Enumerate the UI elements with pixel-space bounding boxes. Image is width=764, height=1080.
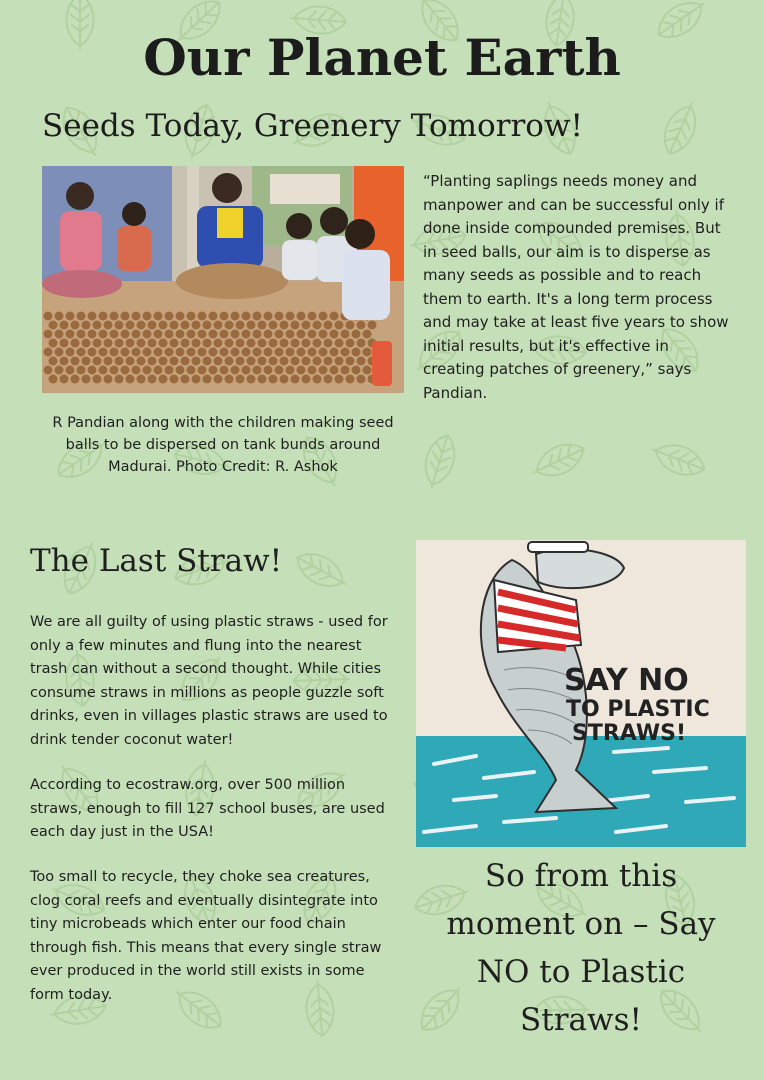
seed-ball <box>181 339 190 348</box>
page-title: Our Planet Earth <box>143 28 621 87</box>
seed-ball <box>297 312 306 321</box>
seed-ball <box>220 330 229 339</box>
seed-ball <box>66 312 75 321</box>
seed-ball <box>88 330 97 339</box>
leaf-pattern-icon <box>418 431 460 492</box>
seed-ball <box>82 357 91 366</box>
seed-ball <box>264 366 273 375</box>
seed-ball <box>82 321 91 330</box>
seed-ball <box>93 357 102 366</box>
seed-ball <box>44 312 53 321</box>
seed-ball <box>148 375 157 384</box>
seed-ball <box>60 321 69 330</box>
seed-ball <box>170 357 179 366</box>
seed-ball <box>176 330 185 339</box>
seed-ball <box>291 339 300 348</box>
seed-ball <box>44 348 53 357</box>
seed-ball <box>143 366 152 375</box>
seed-ball <box>297 366 306 375</box>
seed-ball <box>148 339 157 348</box>
seed-ball <box>313 321 322 330</box>
poster-line-1: SAY NO <box>564 663 689 698</box>
seed-ball <box>192 321 201 330</box>
seed-ball <box>77 348 86 357</box>
seed-ball <box>346 339 355 348</box>
seed-ball <box>214 357 223 366</box>
seed-ball <box>258 339 267 348</box>
seed-ball <box>346 321 355 330</box>
seed-ball <box>258 321 267 330</box>
seed-ball <box>154 330 163 339</box>
seed-ball <box>132 312 141 321</box>
seed-ball <box>110 348 119 357</box>
seed-ball <box>209 366 218 375</box>
seed-ball <box>313 357 322 366</box>
seed-ball <box>159 339 168 348</box>
seed-ball <box>368 321 377 330</box>
leaf-pattern-icon <box>291 546 353 597</box>
poster-line-3: STRAWS! <box>572 721 686 746</box>
seed-ball <box>137 357 146 366</box>
leaf-pattern-icon <box>657 97 704 159</box>
seed-ball <box>137 321 146 330</box>
seed-ball <box>187 312 196 321</box>
seed-ball <box>55 330 64 339</box>
seed-ball <box>121 330 130 339</box>
seed-ball <box>88 366 97 375</box>
seed-ball <box>49 357 58 366</box>
seed-ball <box>165 348 174 357</box>
seed-ball <box>231 312 240 321</box>
seed-ball <box>280 321 289 330</box>
seed-ball <box>280 375 289 384</box>
seed-ball <box>93 375 102 384</box>
seed-ball <box>66 348 75 357</box>
seed-ball <box>77 330 86 339</box>
seed-ball <box>247 357 256 366</box>
seed-ball <box>126 375 135 384</box>
seed-ball <box>220 366 229 375</box>
seed-ball <box>324 339 333 348</box>
seed-ball <box>330 366 339 375</box>
seed-ball <box>319 330 328 339</box>
seed-ball <box>275 312 284 321</box>
seed-ball <box>170 339 179 348</box>
seed-ball <box>165 330 174 339</box>
seed-ball-photo <box>42 166 404 393</box>
seed-ball <box>137 375 146 384</box>
seed-ball <box>291 357 300 366</box>
seed-ball <box>225 339 234 348</box>
seed-ball <box>104 357 113 366</box>
seed-ball <box>242 348 251 357</box>
seed-ball <box>313 339 322 348</box>
seed-ball <box>275 366 284 375</box>
seed-ball <box>126 339 135 348</box>
photo-caption: R Pandian along with the children making seed balls to be dispersed on tank bunds around Madurai. Photo Credit: R. Ashok <box>52 415 394 475</box>
seed-ball <box>115 321 124 330</box>
seed-ball <box>275 330 284 339</box>
seed-ball <box>115 375 124 384</box>
seed-ball <box>143 312 152 321</box>
seed-ball <box>335 375 344 384</box>
seed-ball <box>231 348 240 357</box>
seed-ball <box>269 339 278 348</box>
seed-ball <box>302 357 311 366</box>
seed-ball <box>132 366 141 375</box>
seed-ball <box>143 348 152 357</box>
seed-ball <box>93 321 102 330</box>
seed-ball <box>319 366 328 375</box>
seed-ball <box>253 312 262 321</box>
seed-ball <box>247 375 256 384</box>
seed-ball <box>236 339 245 348</box>
seed-ball <box>148 321 157 330</box>
seed-ball <box>176 366 185 375</box>
seed-ball <box>77 312 86 321</box>
seed-ball <box>247 321 256 330</box>
seed-ball <box>357 321 366 330</box>
seed-ball <box>181 357 190 366</box>
seed-ball <box>209 312 218 321</box>
seed-ball <box>253 330 262 339</box>
seed-ball <box>214 339 223 348</box>
seed-ball <box>82 375 91 384</box>
seed-ball <box>253 348 262 357</box>
pandian-quote: “Planting saplings needs money and manpower and can be successful only if done inside compounded premises. But in seed balls, our aim is to disperse as many seeds as possible and to reach them to earth. It's a long term process and may take at least five years to show initial results, but it's effective in creating patches of greenery,” says Pandian. <box>423 172 729 402</box>
seed-ball <box>126 321 135 330</box>
seed-ball <box>170 321 179 330</box>
seed-ball <box>236 375 245 384</box>
seed-ball <box>308 312 317 321</box>
seed-ball <box>258 375 267 384</box>
seed-ball <box>352 366 361 375</box>
seed-ball <box>225 375 234 384</box>
seed-ball <box>297 348 306 357</box>
seed-ball <box>335 357 344 366</box>
seed-ball <box>363 348 372 357</box>
seed-ball <box>71 321 80 330</box>
seed-ball <box>341 366 350 375</box>
seed-ball <box>165 366 174 375</box>
seed-ball <box>214 375 223 384</box>
seed-ball <box>308 366 317 375</box>
straw-paragraph-3: Too small to recycle, they choke sea creatures, clog coral reefs and eventually disintegrate into tiny microbeads which enter our food chain through fish. This means that every single straw ever produced in the world still exists in some form today. <box>30 869 382 1003</box>
seed-ball <box>49 339 58 348</box>
seed-ball <box>203 339 212 348</box>
seed-ball <box>264 330 273 339</box>
seed-ball <box>242 366 251 375</box>
seed-ball <box>192 339 201 348</box>
seed-ball <box>93 339 102 348</box>
seed-ball <box>198 366 207 375</box>
seed-ball <box>291 375 300 384</box>
seed-ball <box>286 366 295 375</box>
seed-ball <box>55 366 64 375</box>
seed-ball <box>159 375 168 384</box>
seed-ball <box>110 330 119 339</box>
seed-ball <box>110 312 119 321</box>
seed-ball <box>253 366 262 375</box>
leaf-pattern-icon <box>527 436 589 485</box>
seed-ball <box>231 366 240 375</box>
seed-ball <box>126 357 135 366</box>
seed-ball <box>302 339 311 348</box>
seed-ball <box>203 375 212 384</box>
seed-ball <box>66 366 75 375</box>
seed-ball <box>99 366 108 375</box>
seed-ball <box>121 348 130 357</box>
seed-ball <box>236 357 245 366</box>
leaf-pattern-icon <box>647 437 709 482</box>
seed-ball <box>236 321 245 330</box>
seed-ball <box>154 312 163 321</box>
seed-ball <box>220 348 229 357</box>
seed-ball <box>341 330 350 339</box>
seed-ball <box>275 348 284 357</box>
seed-ball <box>121 312 130 321</box>
seed-ball <box>225 321 234 330</box>
seed-ball <box>198 312 207 321</box>
seed-ball <box>154 348 163 357</box>
seed-ball <box>302 321 311 330</box>
seed-ball <box>77 366 86 375</box>
seed-ball <box>165 312 174 321</box>
seed-ball <box>209 330 218 339</box>
seed-ball <box>286 330 295 339</box>
seed-ball <box>313 375 322 384</box>
seed-ball <box>258 357 267 366</box>
seed-ball <box>302 375 311 384</box>
poster-line-2: TO PLASTIC <box>566 697 710 722</box>
seed-ball <box>71 375 80 384</box>
seed-ball <box>159 321 168 330</box>
seed-ball <box>363 366 372 375</box>
seed-ball <box>280 357 289 366</box>
seed-ball <box>319 312 328 321</box>
seed-ball <box>192 375 201 384</box>
seed-ball <box>264 312 273 321</box>
straw-paragraph-2: According to ecostraw.org, over 500 million straws, enough to fill 127 school buses, are used each day just in the USA! <box>30 777 385 840</box>
seed-ball <box>60 339 69 348</box>
section-subtitle: Seeds Today, Greenery Tomorrow! <box>42 108 583 144</box>
seed-ball <box>49 321 58 330</box>
seed-ball <box>242 330 251 339</box>
say-no-callout: So from this moment on – Say NO to Plastic Straws! <box>446 858 716 1038</box>
seed-ball <box>104 375 113 384</box>
seed-ball <box>363 330 372 339</box>
seed-ball <box>187 366 196 375</box>
seed-ball <box>214 321 223 330</box>
seed-ball <box>247 339 256 348</box>
seed-ball <box>220 312 229 321</box>
seed-ball <box>203 357 212 366</box>
seed-ball <box>187 330 196 339</box>
seed-ball <box>346 357 355 366</box>
seed-ball <box>264 348 273 357</box>
seed-ball <box>308 348 317 357</box>
seed-ball <box>60 375 69 384</box>
seed-ball <box>330 312 339 321</box>
seed-ball <box>324 357 333 366</box>
seed-ball <box>49 375 58 384</box>
straw-paragraph-1: We are all guilty of using plastic straws - used for only a few minutes and flung into the nearest trash can without a second thought. While cities consume straws in millions as people guzzle soft drinks, even in villages plastic straws are used to drink tender coconut water! <box>30 614 388 748</box>
seed-ball <box>115 357 124 366</box>
seed-ball <box>121 366 130 375</box>
seed-ball <box>269 357 278 366</box>
seed-ball <box>203 321 212 330</box>
seed-ball <box>181 375 190 384</box>
seed-ball <box>99 312 108 321</box>
seed-ball <box>176 348 185 357</box>
seed-ball <box>330 330 339 339</box>
seed-ball <box>71 357 80 366</box>
seed-ball <box>104 321 113 330</box>
seed-ball <box>60 357 69 366</box>
seed-ball <box>242 312 251 321</box>
seed-ball <box>291 321 300 330</box>
seed-ball <box>192 357 201 366</box>
seed-ball <box>198 348 207 357</box>
seed-ball <box>99 348 108 357</box>
seed-ball <box>104 339 113 348</box>
seed-ball <box>269 321 278 330</box>
seed-ball <box>225 357 234 366</box>
seed-ball <box>159 357 168 366</box>
seed-ball <box>335 321 344 330</box>
seed-ball <box>187 348 196 357</box>
seed-ball <box>55 348 64 357</box>
seed-ball <box>308 330 317 339</box>
seed-ball <box>341 348 350 357</box>
seed-ball <box>209 348 218 357</box>
seed-ball <box>319 348 328 357</box>
seed-ball <box>357 375 366 384</box>
seed-ball <box>181 321 190 330</box>
seed-ball <box>143 330 152 339</box>
seed-ball <box>346 375 355 384</box>
seed-ball <box>154 366 163 375</box>
seed-ball <box>324 321 333 330</box>
seed-ball <box>88 312 97 321</box>
seed-ball <box>132 330 141 339</box>
seed-ball <box>82 339 91 348</box>
seed-ball <box>66 330 75 339</box>
seed-ball <box>335 339 344 348</box>
seed-ball <box>176 312 185 321</box>
seed-ball <box>71 339 80 348</box>
say-no-poster <box>416 540 746 847</box>
seed-ball <box>44 330 53 339</box>
seed-ball <box>269 375 278 384</box>
seed-ball <box>44 366 53 375</box>
seed-ball <box>357 339 366 348</box>
seed-ball <box>231 330 240 339</box>
seed-ball <box>99 330 108 339</box>
seed-ball <box>324 375 333 384</box>
seed-ball <box>330 348 339 357</box>
seed-ball <box>352 348 361 357</box>
last-straw-heading: The Last Straw! <box>30 543 283 579</box>
seed-ball <box>297 330 306 339</box>
seed-ball <box>137 339 146 348</box>
seed-ball <box>88 348 97 357</box>
seed-ball <box>352 330 361 339</box>
seed-ball <box>286 312 295 321</box>
seed-ball <box>170 375 179 384</box>
seed-ball <box>132 348 141 357</box>
seed-ball <box>148 357 157 366</box>
seed-ball <box>198 330 207 339</box>
seed-ball <box>115 339 124 348</box>
seed-ball <box>280 339 289 348</box>
seed-ball <box>55 312 64 321</box>
seed-ball <box>110 366 119 375</box>
seed-ball <box>286 348 295 357</box>
seed-ball <box>357 357 366 366</box>
